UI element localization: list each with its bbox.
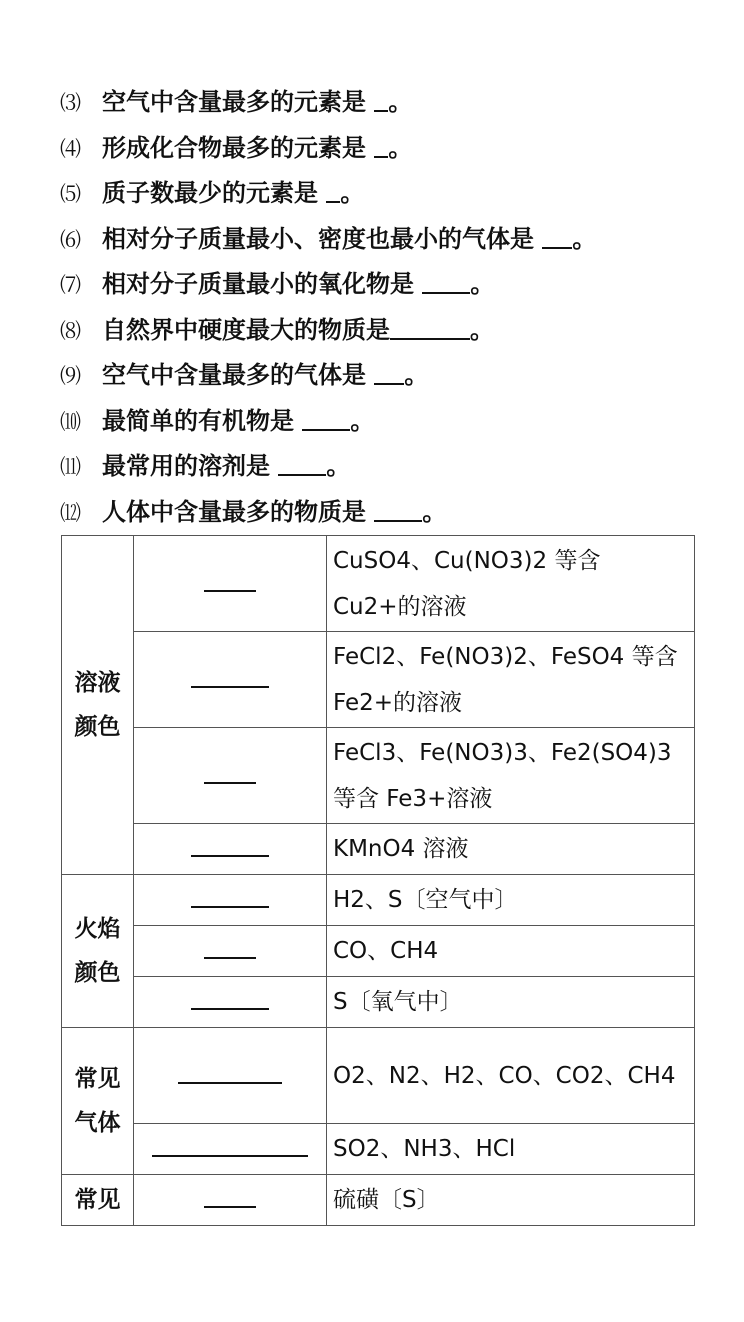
table-row (62, 536, 695, 632)
question-4 (60, 126, 720, 172)
question-number: ⑻ (60, 318, 81, 343)
table-row (62, 1028, 695, 1124)
question-text: 最常用的溶剂是 (102, 452, 270, 480)
description-cell: CO、CH4 (327, 926, 695, 977)
answer-cell[interactable] (134, 1028, 327, 1124)
question-11 (60, 444, 720, 490)
question-text: 最简单的有机物是 (102, 406, 294, 435)
answer-cell[interactable] (134, 1175, 327, 1226)
question-tail: 。 (350, 406, 375, 435)
answer-blank[interactable] (374, 132, 388, 158)
table-row (62, 824, 695, 875)
question-tail: 。 (422, 497, 447, 526)
question-tail: 。 (340, 179, 365, 207)
question-tail: 。 (404, 361, 429, 389)
answer-blank[interactable] (204, 937, 256, 959)
answer-blank[interactable] (191, 988, 269, 1010)
question-number: ⑼ (60, 364, 81, 388)
question-text: 空气中含量最多的气体是 (102, 361, 366, 389)
answer-blank[interactable] (278, 450, 326, 476)
description-cell: CuSO4、Cu(NO3)2 等含 Cu2+的溶液 (327, 536, 695, 632)
description-cell: FeCl2、Fe(NO3)2、FeSO4 等含 Fe2+的溶液 (327, 632, 695, 728)
question-6 (60, 217, 720, 263)
answer-cell[interactable] (134, 536, 327, 632)
question-number: ⑸ (60, 182, 81, 206)
question-12 (60, 490, 720, 536)
question-tail: 。 (470, 315, 494, 344)
answer-cell[interactable] (134, 632, 327, 728)
answer-cell[interactable] (134, 728, 327, 824)
answer-blank[interactable] (204, 570, 256, 592)
question-text: 人体中含量最多的物质是 (102, 497, 366, 526)
category-solution-color: 溶液颜色 (62, 536, 134, 875)
question-number: ⑿ (60, 500, 81, 525)
description-cell: S〔氧气中〕 (327, 977, 695, 1028)
question-5 (60, 171, 720, 217)
answer-blank[interactable] (374, 86, 388, 112)
question-text: 相对分子质量最小、密度也最小的气体是 (102, 224, 534, 253)
answer-blank[interactable] (178, 1062, 282, 1084)
description-cell: H2、S〔空气中〕 (327, 875, 695, 926)
answer-cell[interactable] (134, 977, 327, 1028)
question-3 (60, 80, 720, 126)
question-list (60, 80, 720, 535)
color-reference-table (61, 535, 695, 1226)
answer-blank[interactable] (152, 1135, 308, 1157)
question-tail: 。 (470, 270, 495, 298)
table-row (62, 728, 695, 824)
answer-blank[interactable] (422, 268, 470, 294)
table-row (62, 875, 695, 926)
answer-blank[interactable] (542, 223, 572, 249)
answer-blank[interactable] (326, 177, 340, 203)
question-text: 自然界中硬度最大的物质是 (102, 315, 390, 344)
description-cell: O2、N2、H2、CO、CO2、CH4 (327, 1028, 695, 1124)
answer-blank[interactable] (191, 666, 269, 688)
description-cell: KMnO4 溶液 (327, 824, 695, 875)
question-text: 形成化合物最多的元素是 (102, 133, 366, 162)
question-text: 相对分子质量最小的氧化物是 (102, 270, 414, 298)
question-7 (60, 262, 720, 308)
table-row (62, 1124, 695, 1175)
answer-blank[interactable] (191, 835, 269, 857)
question-8 (60, 308, 720, 354)
question-10 (60, 399, 720, 445)
question-tail: 。 (388, 88, 413, 116)
table-row (62, 926, 695, 977)
table-row (62, 632, 695, 728)
description-cell: 硫磺〔S〕 (327, 1175, 695, 1226)
question-tail: 。 (326, 452, 351, 480)
answer-blank[interactable] (191, 886, 269, 908)
description-cell: SO2、NH3、HCl (327, 1124, 695, 1175)
question-number: ⑹ (60, 227, 81, 252)
answer-cell[interactable] (134, 926, 327, 977)
question-text: 空气中含量最多的元素是 (102, 88, 366, 116)
table-row (62, 977, 695, 1028)
answer-blank[interactable] (302, 405, 350, 431)
answer-blank[interactable] (374, 496, 422, 522)
category-common-gas: 常见气体 (62, 1028, 134, 1175)
answer-cell[interactable] (134, 875, 327, 926)
answer-cell[interactable] (134, 824, 327, 875)
category-common: 常见 (62, 1175, 134, 1226)
question-text: 质子数最少的元素是 (102, 179, 318, 207)
question-tail: 。 (572, 224, 597, 253)
answer-blank[interactable] (204, 1186, 256, 1208)
table-row (62, 1175, 695, 1226)
answer-blank[interactable] (204, 762, 256, 784)
question-number: ⑽ (60, 409, 81, 434)
question-number: ⑶ (60, 91, 81, 115)
answer-cell[interactable] (134, 1124, 327, 1175)
question-9 (60, 353, 720, 399)
category-flame-color: 火焰颜色 (62, 875, 134, 1028)
question-number: ⑺ (60, 273, 81, 297)
description-cell: FeCl3、Fe(NO3)3、Fe2(SO4)3 等含 Fe3+溶液 (327, 728, 695, 824)
answer-blank[interactable] (390, 314, 470, 340)
question-number: ⑷ (60, 136, 81, 161)
question-tail: 。 (388, 133, 413, 162)
question-number: ⑾ (60, 455, 81, 479)
answer-blank[interactable] (374, 359, 404, 385)
